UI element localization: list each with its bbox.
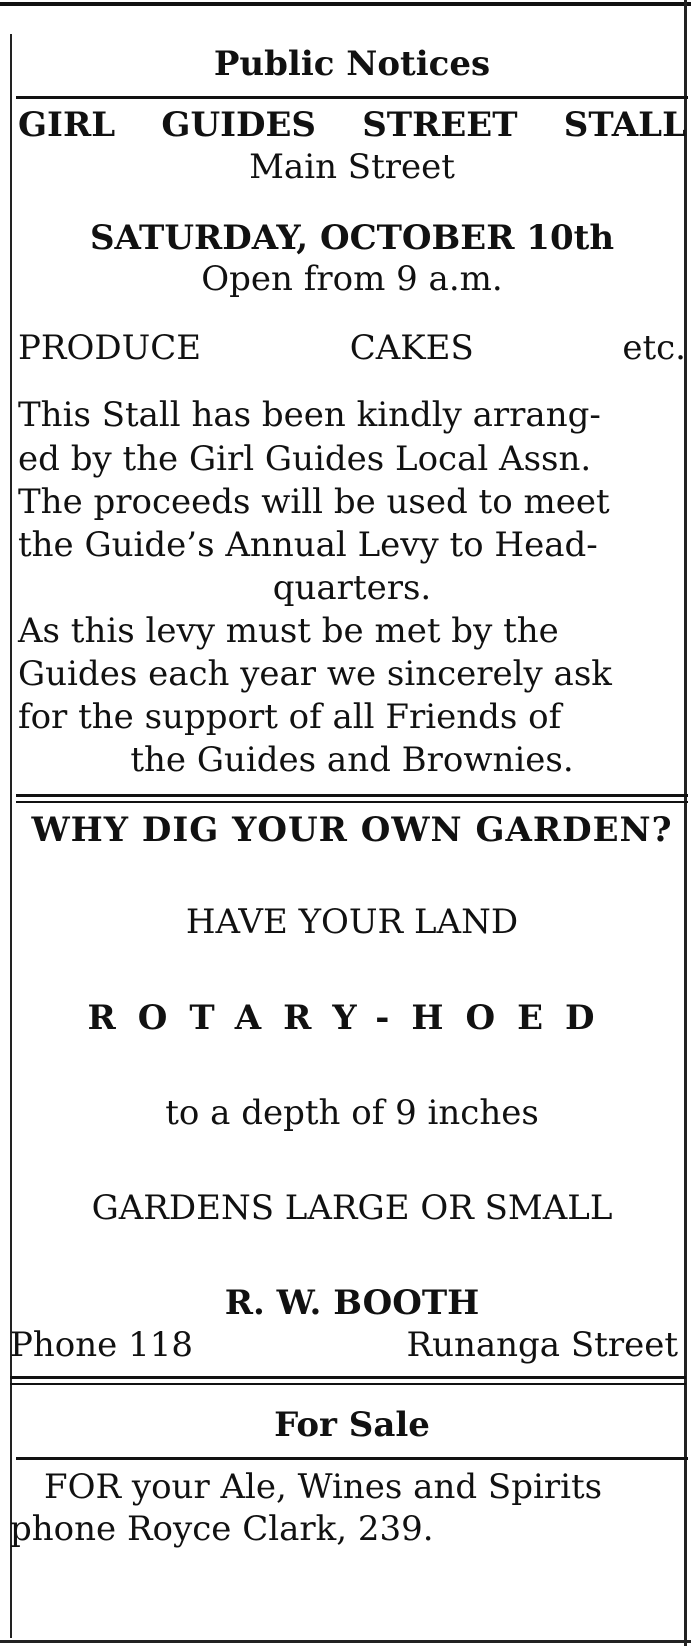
section-divider (10, 1383, 686, 1385)
body-line: quarters. (272, 568, 432, 608)
body-line: Guides each year we sincerely ask (18, 654, 612, 694)
item-produce: PRODUCE (18, 328, 202, 368)
garden-sizes: GARDENS LARGE OR SMALL (91, 1188, 613, 1228)
advertiser-street: Runanga Street (406, 1325, 678, 1365)
left-rule (10, 34, 12, 1638)
stall-title (18, 105, 686, 145)
stall-title-word: GUIDES (161, 105, 316, 145)
section-divider (10, 1376, 686, 1379)
for-sale-line: FOR your Ale, Wines and Spirits (44, 1467, 603, 1507)
bottom-rule (0, 1640, 691, 1643)
body-line: The proceeds will be used to meet (18, 482, 610, 522)
body-line: As this levy must be met by the (18, 611, 559, 651)
advertiser-contact (10, 1325, 678, 1365)
section-divider (16, 1457, 688, 1460)
stall-date: SATURDAY, OCTOBER 10th (89, 218, 615, 258)
stall-items (18, 328, 686, 368)
advertiser-phone: Phone 118 (10, 1325, 193, 1365)
garden-depth: to a depth of 9 inches (165, 1093, 539, 1133)
garden-line1: HAVE YOUR LAND (185, 902, 519, 942)
section-divider (16, 96, 688, 99)
stall-location: Main Street (249, 147, 455, 187)
body-line: the Guide’s Annual Levy to Head- (18, 525, 598, 565)
advertiser-name: R. W. BOOTH (224, 1283, 480, 1323)
body-line: This Stall has been kindly arrang- (18, 395, 601, 435)
rotary-hoed: ROTARY-HOED (87, 998, 617, 1038)
public-notices-heading: Public Notices (213, 44, 491, 84)
garden-headline: WHY DIG YOUR OWN GARDEN? (31, 810, 673, 850)
stall-title-word: STREET (362, 105, 518, 145)
body-line: for the support of all Friends of (18, 697, 562, 737)
stall-title-word: STALL (563, 105, 686, 145)
stall-title-word: GIRL (18, 105, 116, 145)
stall-open-time: Open from 9 a.m. (201, 259, 503, 299)
for-sale-line: phone Royce Clark, 239. (10, 1509, 434, 1549)
section-divider (16, 801, 688, 803)
section-divider (16, 794, 688, 797)
item-etc: etc. (622, 328, 686, 368)
body-line: ed by the Girl Guides Local Assn. (18, 439, 592, 479)
top-rule (0, 2, 691, 6)
body-line: the Guides and Brownies. (130, 740, 574, 780)
item-cakes: CAKES (349, 328, 474, 368)
for-sale-heading: For Sale (274, 1405, 430, 1445)
